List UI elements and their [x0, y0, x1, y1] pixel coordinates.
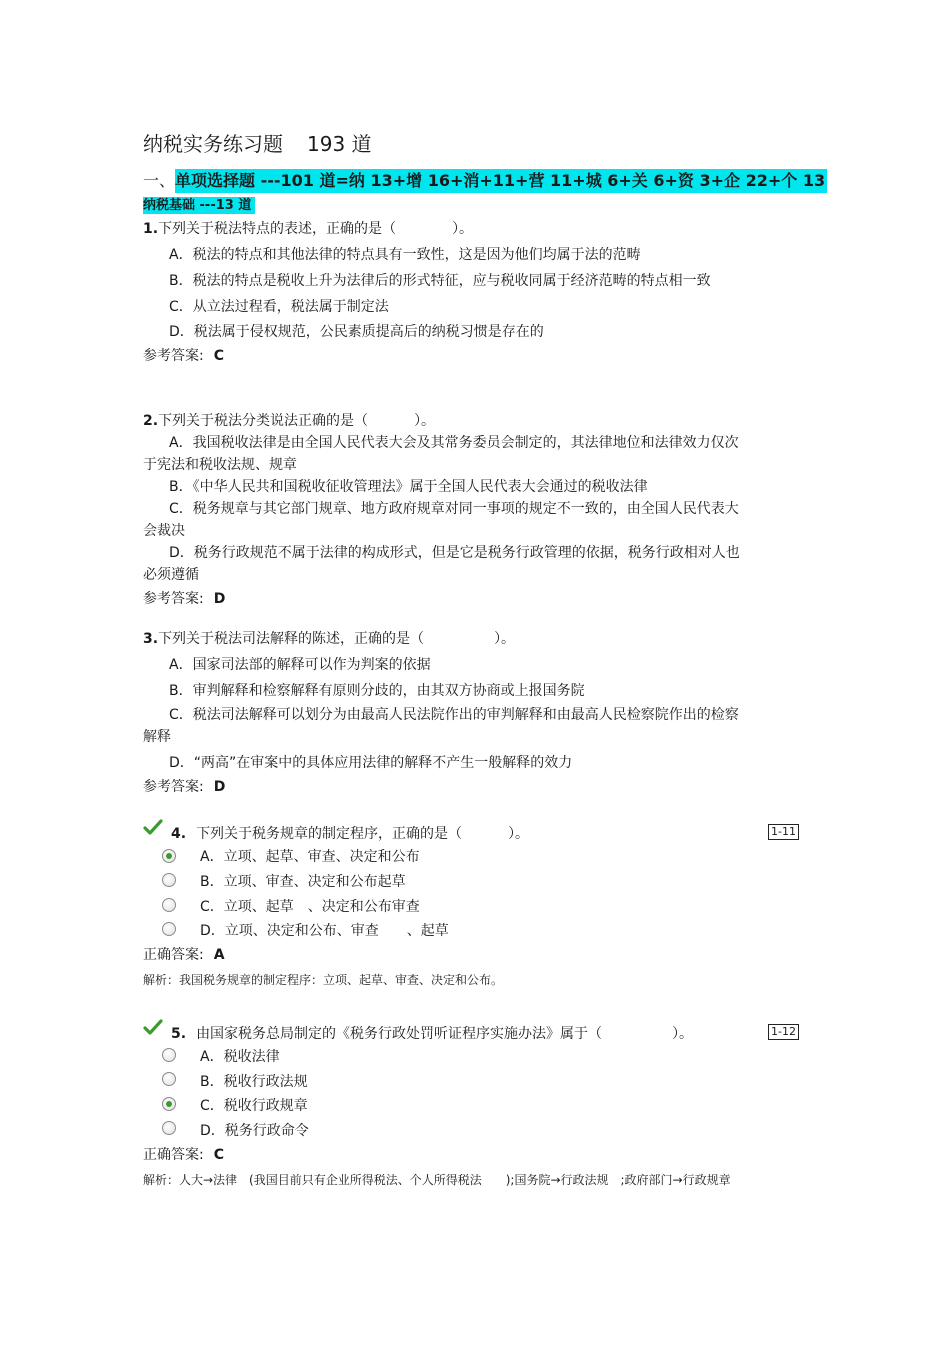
answer: 参考答案: D	[143, 779, 226, 795]
option-b: B．税收行政法规	[200, 1074, 308, 1090]
option-a: A．税收法律	[200, 1049, 280, 1065]
answer: 参考答案: D	[143, 591, 226, 607]
question-stem-row	[143, 1022, 803, 1047]
radio-icon[interactable]	[162, 849, 176, 863]
option-c: C．从立法过程看，税法属于制定法	[169, 299, 389, 315]
section-prefix: 一、	[143, 171, 176, 190]
radio-icon[interactable]	[162, 1097, 176, 1111]
option-b: B．审判解释和检察解释有原则分歧的，由其双方协商或上报国务院	[169, 683, 585, 699]
question-2	[143, 410, 743, 610]
question-4	[143, 822, 803, 992]
option-a: A．我国税收法律是由全国人民代表大会及其常务委员会制定的，其法律地位和法律效力仅次于宪法和税收法规、规章	[143, 435, 739, 473]
radio-icon[interactable]	[162, 873, 176, 887]
question-stem: 1.下列关于税法特点的表述，正确的是（ ）。	[143, 221, 474, 237]
question-5	[143, 1022, 803, 1192]
question-stem-row	[143, 822, 803, 847]
answer: 参考答案: C	[143, 348, 224, 364]
option-c: C．税务规章与其它部门规章、地方政府规章对同一事项的规定不一致的，由全国人民代表大会裁决	[143, 501, 739, 539]
option-c: C．立项、起草 、决定和公布审查	[200, 899, 420, 915]
option-a: A．国家司法部的解释可以作为判案的依据	[169, 657, 431, 673]
option-a: A．立项、起草、审查、决定和公布	[200, 849, 420, 865]
option-b: B．立项、审查、决定和公布起草	[200, 874, 406, 890]
title-text: 纳税实务练习题	[143, 132, 283, 156]
explanation: 解析：人大→法律 (我国目前只有企业所得税法、个人所得税法 );国务院→行政法规 ;政府部门→行政规章	[143, 1173, 731, 1187]
subsection-heading	[143, 194, 255, 213]
option-c: C．税收行政规章	[200, 1098, 308, 1114]
check-icon	[143, 818, 163, 838]
section-highlight: 单项选择题 ---101 道=纳 13+增 16+消+11+营 11+城 6+关 6+资 3+企 22+个 13	[175, 169, 827, 193]
option-a: A．税法的特点和其他法律的特点具有一致性，这是因为他们均属于法的范畴	[169, 247, 641, 263]
subsection-text: 纳税基础 ---13 道	[143, 197, 255, 214]
question-stem: 3.下列关于税法司法解释的陈述，正确的是（ ）。	[143, 631, 516, 647]
option-b: B．《中华人民共和国税收征收管理法》属于全国人民代表大会通过的税收法律	[169, 479, 648, 495]
question-3	[143, 628, 743, 798]
answer: 正确答案: A	[143, 947, 225, 963]
radio-icon[interactable]	[162, 898, 176, 912]
option-d: D．税务行政命令	[200, 1123, 309, 1139]
question-stem: 5. 由国家税务总局制定的《税务行政处罚听证程序实施办法》属于（ ）。	[171, 1026, 694, 1042]
radio-icon[interactable]	[162, 1048, 176, 1062]
question-tag: 1-12	[768, 1024, 799, 1040]
option-d: D．立项、决定和公布、审查 、起草	[200, 923, 449, 939]
option-c: C．税法司法解释可以划分为由最高人民法院作出的审判解释和由最高人民检察院作出的检察解释	[143, 707, 739, 745]
question-tag: 1-11	[768, 824, 799, 840]
option-b: B．税法的特点是税收上升为法律后的形式特征，应与税收同属于经济范畴的特点相一致	[169, 273, 711, 289]
question-stem: 2.下列关于税法分类说法正确的是（ ）。	[143, 413, 436, 429]
section-heading	[143, 168, 827, 191]
check-icon	[143, 1018, 163, 1038]
option-d: D．“两高”在审案中的具体应用法律的解释不产生一般解释的效力	[169, 755, 573, 771]
question-1	[143, 218, 743, 367]
question-stem: 4. 下列关于税务规章的制定程序，正确的是（ ）。	[171, 826, 530, 842]
answer: 正确答案: C	[143, 1147, 224, 1163]
option-d: D．税务行政规范不属于法律的构成形式，但是它是税务行政管理的依据，税务行政相对人也必须遵循	[143, 545, 740, 583]
radio-icon[interactable]	[162, 1072, 176, 1086]
radio-icon[interactable]	[162, 1121, 176, 1135]
option-d: D．税法属于侵权规范，公民素质提高后的纳税习惯是存在的	[169, 324, 544, 340]
radio-icon[interactable]	[162, 922, 176, 936]
title-count: 193 道	[307, 132, 372, 156]
document-title	[143, 128, 372, 157]
explanation: 解析：我国税务规章的制定程序：立项、起草、审查、决定和公布。	[143, 973, 504, 987]
